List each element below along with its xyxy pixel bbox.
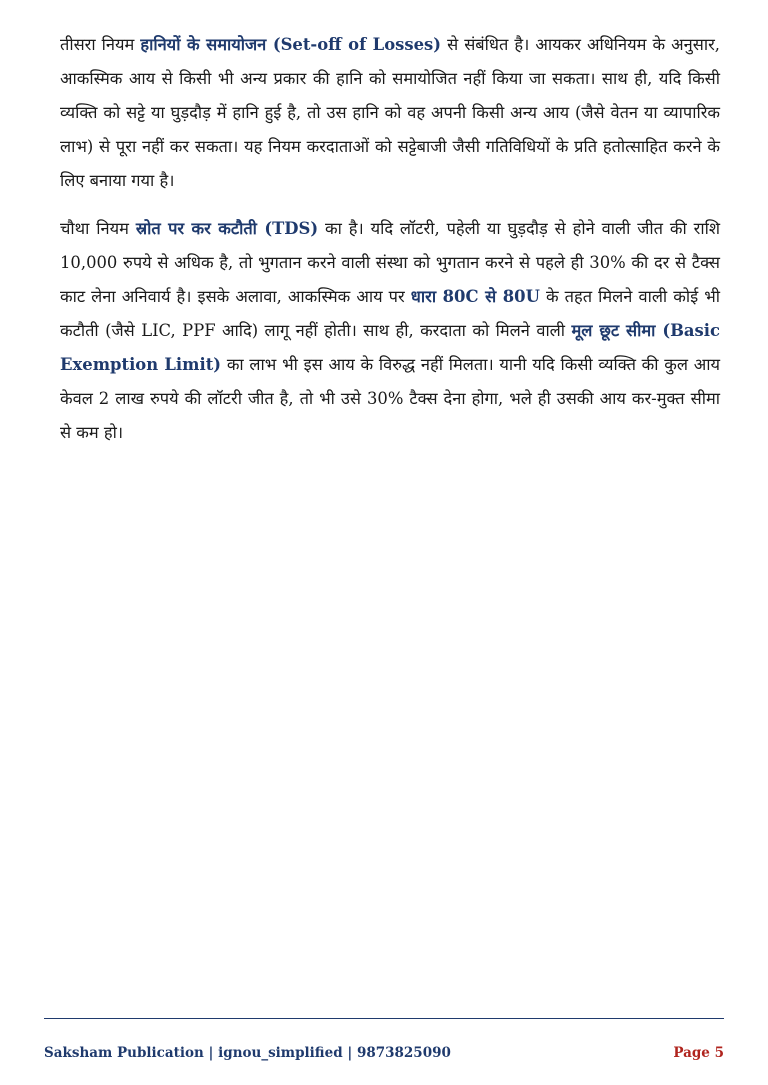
paragraph-text: का लाभ भी इस आय के विरुद्ध नहीं मिलता। यानी यदि किसी व्यक्ति की कुल आय केवल 2 लाख रुपये की लॉटरी जीत है, तो भी उसे 30% टैक्स देना होगा, भले ही उसकी आय कर-मुक्त सीमा से कम हो। — [60, 355, 721, 442]
page-number: Page 5 — [673, 1045, 724, 1061]
paragraph-set-off-of-losses — [60, 28, 720, 198]
highlight-set-off-of-losses: हानियों के समायोजन (Set-off of Losses) — [140, 35, 442, 54]
paragraph-text: के तहत मिलने वाली कोई भी कटौती (जैसे LIC, PPF आदि) लागू नहीं होती। साथ ही, करदाता को मिलने वाली — [60, 287, 721, 340]
footer-divider — [44, 1018, 724, 1019]
paragraph-text: तीसरा नियम — [60, 35, 141, 54]
paragraph-tds — [60, 212, 720, 450]
footer-publisher-info: Saksham Publication | ignou_simplified | 9873825090 — [44, 1045, 451, 1061]
highlight-section-80c-80u: धारा 80C से 80U — [410, 287, 540, 306]
page-content — [60, 28, 720, 464]
highlight-tds: स्रोत पर कर कटौती (TDS) — [135, 219, 319, 238]
paragraph-text: का है। यदि लॉटरी, पहेली या घुड़दौड़ से होने वाली जीत की राशि 10,000 रुपये से अधिक है, तो भुगतान करने वाली संस्था को भुगतान करने से पहले ही 30% की दर से टैक्स काट लेना अनिवार्य है। इसके अलावा, आकस्मिक आय पर — [60, 219, 720, 306]
paragraph-text: से संबंधित है। आयकर अधिनियम के अनुसार, आकस्मिक आय से किसी भी अन्य प्रकार की हानि को समायोजित नहीं किया जा सकता। साथ ही, यदि किसी व्यक्ति को सट्टे या घुड़दौड़ में हानि हुई है, तो उस हानि को वह अपनी किसी अन्य आय (जैसे वेतन या व्यापारिक लाभ) से पूरा नहीं कर सकता। यह नियम करदाताओं को सट्टेबाजी जैसी गतिविधियों के प्रति हतोत्साहित करने के लिए बनाया गया है। — [60, 35, 721, 190]
highlight-basic-exemption-limit: मूल छूट सीमा (Basic Exemption Limit) — [60, 321, 720, 374]
paragraph-text: चौथा नियम — [60, 219, 136, 238]
